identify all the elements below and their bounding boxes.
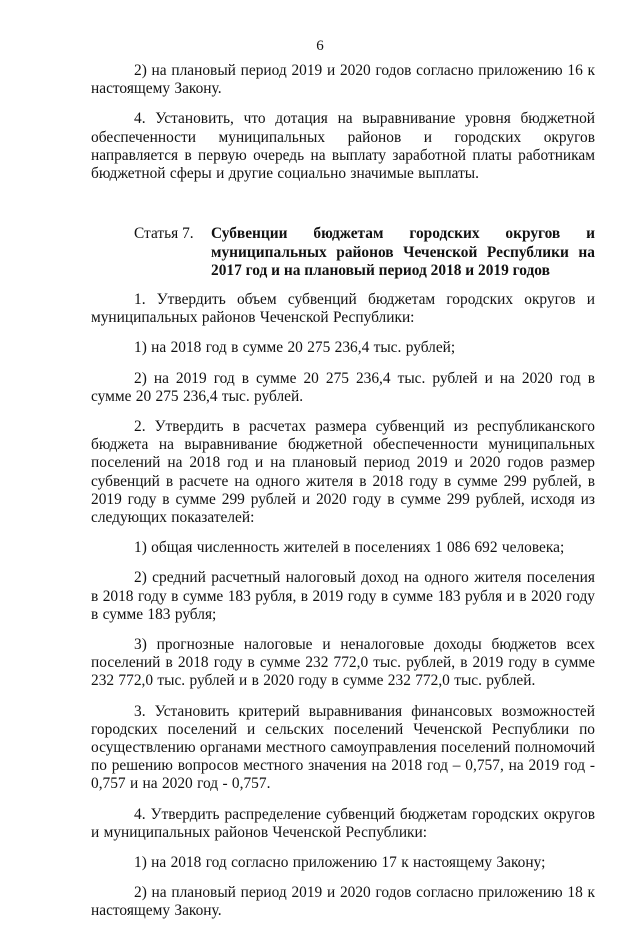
article-title: Субвенции бюджетам городских округов и муниципальных районов Чеченской Республики на 2017 год и на плановый период 2018 и 2019 годов [211, 225, 595, 280]
paragraph: 3. Установить критерий выравнивания финансовых возможностей городских поселений и сельских поселений Чеченской Республики по осуществлению органами местного самоуправления поселений полномочий по решению вопросов местного значения на 2018 год – 0,757, на 2019 год - 0,757 и на 2020 год - 0,757. [91, 702, 595, 793]
paragraph: 1) на 2018 год в сумме 20 275 236,4 тыс. рублей; [134, 339, 456, 357]
paragraph: 4. Установить, что дотация на выравнивание уровня бюджетной обеспеченности муниципальных районов и городских округов направляется в первую очередь на выплату заработной платы работникам бюджетной сферы и другие социально значимые выплаты. [91, 110, 595, 183]
article-heading [91, 225, 595, 281]
paragraph: 2. Утвердить в расчетах размера субвенций из республиканского бюджета на выравнивание бюджетной обеспеченности муниципальных поселений на 2018 год и на плановый период 2019 и 2020 годов размер субвенций в расчете на одного жителя в 2018 году в сумме 299 рублей, в 2019 году в сумме 299 рублей и 2020 году в сумме 299 рублей, исходя из следующих показателей: [91, 418, 595, 527]
article-label: Статья 7. [134, 225, 194, 243]
paragraph: 2) на 2019 год в сумме 20 275 236,4 тыс. рублей и на 2020 год в сумме 20 275 236,4 тыс. рублей. [91, 369, 595, 405]
page-number: 6 [316, 38, 324, 54]
paragraph: 1) на 2018 год согласно приложению 17 к настоящему Закону; [134, 854, 546, 872]
document-body [91, 62, 595, 933]
paragraph: 1. Утвердить объем субвенций бюджетам городских округов и муниципальных районов Чеченской Республики: [91, 291, 595, 327]
paragraph: 4. Утвердить распределение субвенций бюджетам городских округов и муниципальных районов Чеченской Республики: [91, 805, 595, 841]
paragraph: 2) на плановый период 2019 и 2020 годов согласно приложению 16 к настоящему Закону. [91, 62, 595, 98]
paragraph: 2) средний расчетный налоговый доход на одного жителя поселения в 2018 году в сумме 183 рубля, в 2019 году в сумме 183 рубля и в 2020 году в сумме 183 рубля; [91, 569, 595, 623]
paragraph: 3) прогнозные налоговые и неналоговые доходы бюджетов всех поселений в 2018 году в сумме 232 772,0 тыс. рублей, в 2019 году в сумме 232 772,0 тыс. рублей и в 2020 году в сумме 232 772,0 тыс. рублей. [91, 636, 595, 690]
paragraph: 2) на плановый период 2019 и 2020 годов согласно приложению 18 к настоящему Закону. [91, 884, 595, 920]
paragraph: 1) общая численность жителей в поселениях 1 086 692 человека; [134, 539, 565, 557]
